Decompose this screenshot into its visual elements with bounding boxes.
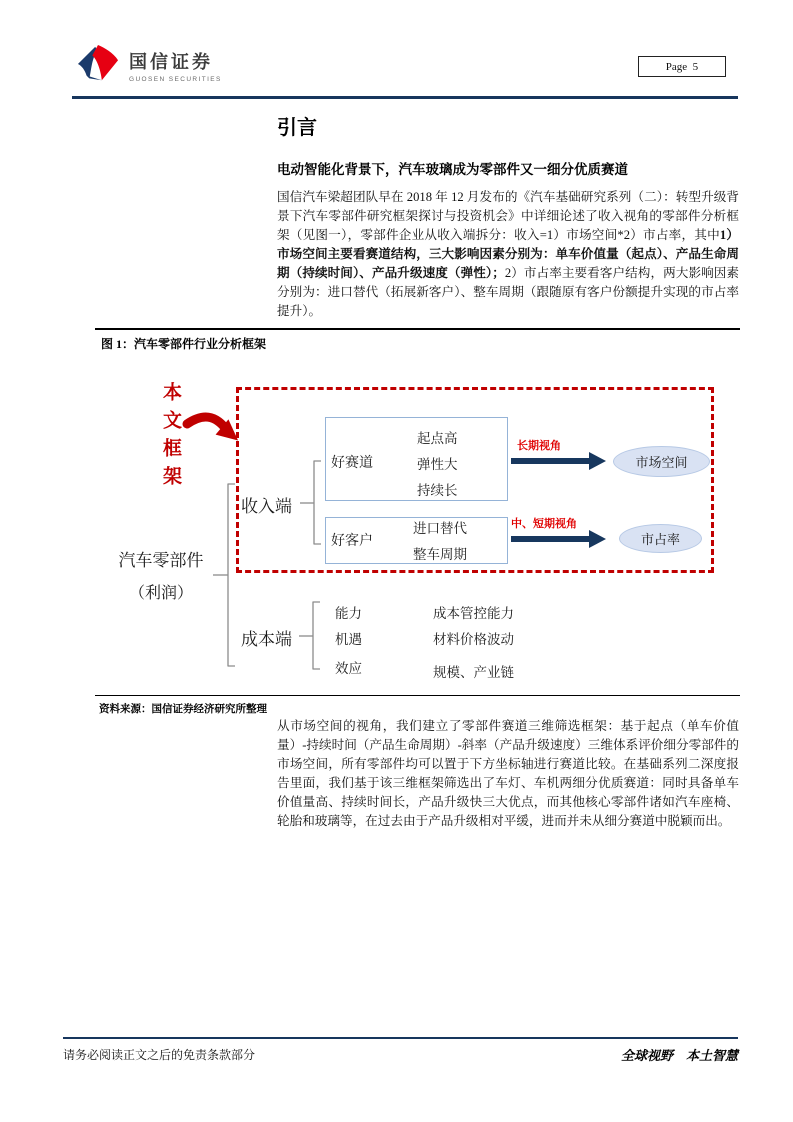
brand-text	[129, 48, 222, 83]
track-item: 持续长	[417, 483, 458, 498]
paragraph-2: 从市场空间的视角，我们建立了零部件赛道三维筛选框架：基于起点（单车价值量）-持续时间（产品生命周期）-斜率（产品升级速度）三维体系评价细分零部件的市场空间，所有零部件均可以置于下方坐标轴进行赛道比较。在基础系列二深度报告里面，我们基于该三维框架筛选出了车灯、车机两细分优质赛道：同时具备单车价值量高、持续时间长，产品升级快三大优点，而其他核心零部件诸如汽车座椅、轮胎和玻璃等，在过去由于产品升级相对平缓，进而并未从细分赛道中脱颖而出。	[277, 719, 739, 828]
paragraph-1	[277, 188, 739, 321]
paragraph-1-normal-b: 2）市占率主要看客户结构，两大影响因素分别为：进口替代（拓展新客户）、整车周期（跟随原有客户份额提升实现的市占率提升）。	[277, 266, 740, 318]
brand-name-cn: 国信证券	[129, 51, 213, 72]
track-item: 弹性大	[417, 457, 458, 472]
track-item: 起点高	[417, 431, 458, 446]
frame-pointer-arrow	[187, 417, 226, 429]
header-rule	[72, 96, 738, 99]
long-term-arrow-label: 长期视角	[517, 440, 561, 452]
long-term-arrow	[511, 458, 589, 464]
mid-short-term-arrow	[511, 536, 589, 542]
footer-rule	[63, 1037, 738, 1039]
guosen-logo	[75, 44, 222, 86]
revenue-node: 收入端	[241, 497, 292, 516]
mid-short-term-arrow-label: 中、短期视角	[511, 518, 577, 530]
market-space-ellipse: 市场空间	[613, 446, 710, 477]
frame-label: 本文框架	[160, 382, 181, 494]
guosen-logo-icon	[75, 44, 121, 86]
page-number-box: Page 5	[638, 56, 726, 77]
market-share-ellipse: 市占率	[619, 524, 702, 553]
figure-caption: 图 1：汽车零部件行业分析框架	[95, 328, 740, 359]
footer-slogan: 全球视野 本土智慧	[620, 1048, 738, 1063]
good-customer-label: 好客户	[331, 534, 373, 549]
section-subtitle: 电动智能化背景下，汽车玻璃成为零部件又一细分优质赛道	[277, 162, 628, 177]
cost-detail: 成本管控能力	[433, 606, 514, 621]
paragraph-1-normal-a: 国信汽车梁超团队早在 2018 年 12 月发布的《汽车基础研究系列（二）：转型升级背景下汽车零部件研究框架探讨与投资机会》中详细论述了收入视角的零部件分析框架（见图一），零部件企业从收入端拆分：收入=1）市场空间*2）市占率，其中	[277, 190, 739, 242]
paragraph-1-bold: 1）市场空间主要看赛道结构，三大影响因素分别为：单车价值量（起点）、产品生命周期（持续时间）、产品升级速度（弹性）；	[277, 228, 739, 280]
root-node-sub: （利润）	[128, 585, 193, 602]
good-track-label: 好赛道	[331, 456, 373, 471]
section-title: 引言	[277, 117, 317, 139]
cost-detail: 规模、产业链	[433, 665, 514, 680]
cost-detail: 材料价格波动	[433, 632, 514, 647]
customer-item: 进口替代	[413, 521, 467, 536]
mid-short-term-arrow-head	[589, 530, 606, 548]
cost-node: 成本端	[241, 630, 292, 649]
footer-disclaimer: 请务必阅读正文之后的免责条款部分	[63, 1048, 256, 1062]
cost-item: 能力	[335, 606, 362, 621]
root-node: 汽车零部件	[118, 551, 204, 570]
brand-name-en: GUOSEN SECURITIES	[129, 75, 222, 83]
long-term-arrow-head	[589, 452, 606, 470]
figure-diagram	[95, 357, 740, 695]
customer-item: 整车周期	[413, 547, 467, 562]
figure-source: 资料来源：国信证券经济研究所整理	[95, 695, 740, 716]
cost-item: 效应	[335, 661, 362, 676]
cost-item: 机遇	[335, 632, 362, 647]
